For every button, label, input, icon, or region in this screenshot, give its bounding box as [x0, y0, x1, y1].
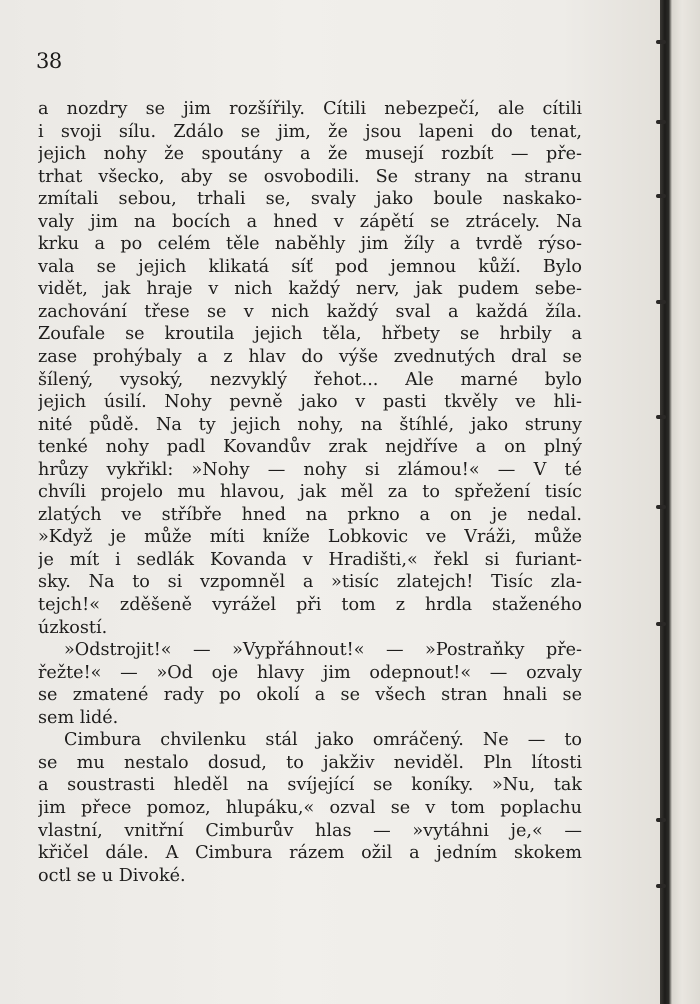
text-line: tejch!« zděšeně vyrážel při tom z hrdla staženého	[38, 595, 582, 616]
text-line: Cimbura chvilenku stál jako omráčený. Ne — to	[64, 730, 582, 751]
text-line: »Když je může míti kníže Lobkovic ve Vráži, může	[38, 527, 582, 548]
text-line: zlatých ve stříbře hned na prkno a on je nedal.	[38, 504, 582, 525]
text-line: tenké nohy padl Kovandův zrak nejdříve a on plný	[38, 437, 582, 458]
text-line: jim přece pomoz, hlupáku,« ozval se v tom poplachu	[38, 797, 582, 818]
text-line: i svoji sílu. Zdálo se jim, že jsou lapeni do tenat,	[38, 121, 582, 142]
text-line: řežte!« — »Od oje hlavy jim odepnout!« — ozvaly	[38, 662, 582, 683]
text-line: vidět, jak hraje v nich každý nerv, jak pudem sebe-	[38, 279, 582, 300]
binding-stitch	[656, 884, 666, 888]
binding-stitch	[656, 505, 666, 509]
text-line: zase prohýbaly a z hlav do výše zvednutých dral se	[38, 347, 582, 368]
text-line: zmítali sebou, trhali se, svaly jako boule naskako-	[38, 189, 582, 210]
text-line: octl se u Divoké.	[38, 865, 186, 886]
text-line: se mu nestalo dosud, to jakživ neviděl. Pln lítosti	[38, 752, 582, 773]
text-line: sem lidé.	[38, 707, 119, 728]
text-line: »Odstrojit!« — »Vypřáhnout!« — »Postraňky pře-	[64, 640, 582, 661]
binding-stitch	[656, 120, 666, 124]
text-line: hrůzy vykřikl: »Nohy — nohy si zlámou!« — V té	[38, 459, 582, 480]
text-line: je mít i sedlák Kovanda v Hradišti,« řekl si furiant-	[38, 549, 582, 570]
text-line: šílený, vysoký, nezvyklý řehot... Ale marné bylo	[38, 369, 582, 390]
book-spine-edge	[660, 0, 700, 1004]
text-line: křičel dále. A Cimbura rázem ožil a jedním skokem	[38, 843, 582, 864]
binding-stitch	[656, 818, 666, 822]
text-line: a soustrasti hleděl na svíjející se koníky. »Nu, tak	[38, 775, 582, 796]
text-line: úzkostí.	[38, 617, 108, 638]
text-line: jejich nohy že spoutány a že musejí rozbít — pře-	[38, 144, 582, 165]
text-line: vlastní, vnitřní Cimburův hlas — »vytáhni je,« —	[38, 820, 582, 841]
text-line: zachování třese se v nich každý sval a každá žíla.	[38, 301, 582, 322]
text-line: chvíli projelo mu hlavou, jak měl za to spřežení tisíc	[38, 482, 582, 503]
page-number: 38	[36, 49, 62, 73]
binding-stitch	[656, 415, 666, 419]
text-line: sky. Na to si vzpomněl a »tisíc zlatejch! Tisíc zla-	[38, 572, 582, 593]
text-line: a nozdry se jim rozšířily. Cítili nebezpečí, ale cítili	[38, 99, 582, 119]
text-line: krku a po celém těle naběhly jim žíly a tvrdě rýso-	[38, 234, 582, 255]
text-line: vala se jejich klikatá síť pod jemnou kůží. Bylo	[38, 256, 582, 277]
text-line: se zmatené rady po okolí a se všech stran hnali se	[38, 685, 582, 706]
text-line: jejich úsilí. Nohy pevně jako v pasti tkvěly ve hli-	[38, 392, 582, 413]
text-line: nité půdě. Na ty jejich nohy, na štíhlé, jako struny	[38, 414, 582, 435]
binding-stitch	[656, 300, 666, 304]
binding-stitch	[656, 622, 666, 626]
body-text	[38, 98, 582, 887]
binding-stitch	[656, 40, 666, 44]
text-line: trhat všecko, aby se osvobodili. Se strany na stranu	[38, 166, 582, 187]
text-line: Zoufale se kroutila jejich těla, hřbety se hrbily a	[38, 324, 582, 345]
binding-stitch	[656, 194, 666, 198]
text-line: valy jim na bocích a hned v zápětí se ztrácely. Na	[38, 211, 582, 232]
